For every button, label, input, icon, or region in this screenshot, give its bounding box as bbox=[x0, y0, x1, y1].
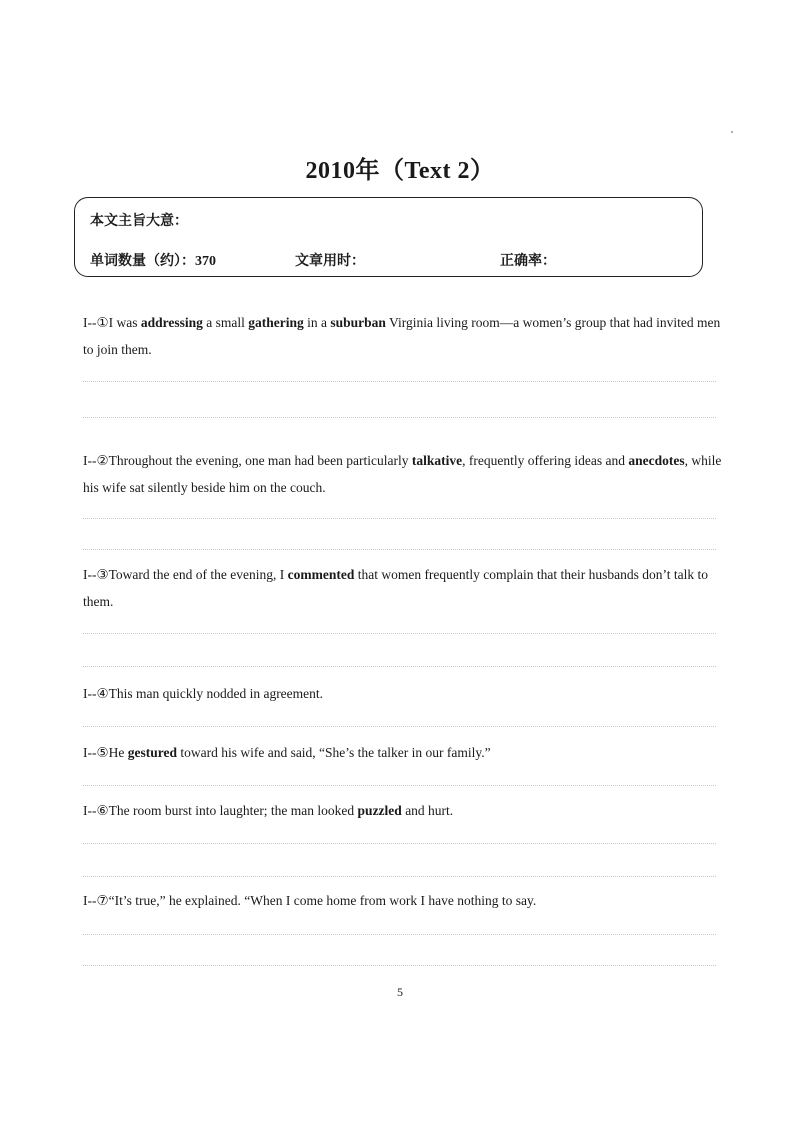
sentence-text: Throughout the evening, one man had been particularly bbox=[108, 453, 412, 468]
sentence-prefix: I--② bbox=[83, 453, 109, 468]
keyword: suburban bbox=[330, 315, 386, 330]
accuracy-label: 正确率： bbox=[500, 254, 556, 269]
page-number: 5 bbox=[397, 985, 403, 999]
answer-line[interactable] bbox=[83, 965, 716, 966]
sentence-prefix: I--⑦ bbox=[83, 893, 109, 908]
sentence-text: and hurt. bbox=[401, 803, 454, 818]
page-title: 2010年（Text 2） bbox=[305, 158, 495, 184]
sentence-text: I was bbox=[108, 315, 141, 330]
sentence-text: Toward the end of the evening, I bbox=[108, 567, 288, 582]
sentence-text: He bbox=[108, 745, 128, 760]
keyword: addressing bbox=[140, 315, 203, 330]
answer-line[interactable] bbox=[83, 726, 716, 727]
answer-line[interactable] bbox=[83, 381, 716, 382]
sentence-prefix: I--⑥ bbox=[83, 803, 109, 818]
answer-line[interactable] bbox=[83, 666, 716, 667]
keyword: gestured bbox=[127, 745, 177, 760]
sentence-text: in a bbox=[303, 315, 331, 330]
sentence-5 bbox=[83, 739, 723, 766]
sentence-prefix: I--⑤ bbox=[83, 745, 109, 760]
main-idea-label: 本文主旨大意： bbox=[90, 214, 188, 229]
sentence-4 bbox=[83, 680, 723, 707]
sentence-text: toward his wife and said, “She’s the talker in our family.” bbox=[176, 745, 491, 760]
answer-line[interactable] bbox=[83, 934, 716, 935]
sentence-2 bbox=[83, 447, 723, 501]
sentence-text: that women frequently complain that their husbands don’t talk to them. bbox=[83, 567, 709, 609]
sentence-text: a small bbox=[202, 315, 249, 330]
sentence-prefix: I--① bbox=[83, 315, 109, 330]
sentence-prefix: I--③ bbox=[83, 567, 109, 582]
sentence-6 bbox=[83, 797, 723, 824]
answer-line[interactable] bbox=[83, 843, 716, 844]
answer-line[interactable] bbox=[83, 549, 716, 550]
answer-line[interactable] bbox=[83, 785, 716, 786]
sentence-text: , frequently offering ideas and bbox=[462, 453, 629, 468]
sentence-text: The room burst into laughter; the man looked bbox=[108, 803, 358, 818]
keyword: puzzled bbox=[357, 803, 402, 818]
sentence-text: “It’s true,” he explained. “When I come home from work I have nothing to say. bbox=[108, 893, 537, 908]
keyword: talkative bbox=[411, 453, 463, 468]
word-count-label-text: 单词数量（约）： bbox=[90, 254, 195, 269]
answer-line[interactable] bbox=[83, 633, 716, 634]
keyword: anecdotes bbox=[628, 453, 685, 468]
sentence-prefix: I--④ bbox=[83, 686, 109, 701]
keyword: commented bbox=[287, 567, 355, 582]
sentence-text: This man quickly nodded in agreement. bbox=[108, 686, 324, 701]
sentence-3 bbox=[83, 561, 723, 615]
sentence-7 bbox=[83, 887, 723, 914]
sentence-1 bbox=[83, 309, 723, 363]
answer-line[interactable] bbox=[83, 518, 716, 519]
info-box bbox=[74, 197, 703, 277]
answer-line[interactable] bbox=[83, 417, 716, 418]
word-count-value: 370 bbox=[195, 254, 216, 269]
keyword: gathering bbox=[248, 315, 304, 330]
answer-line[interactable] bbox=[83, 876, 716, 877]
time-label: 文章用时： bbox=[295, 254, 365, 269]
word-count-label bbox=[90, 250, 216, 270]
sentence-text: , while his wife sat silently beside him on the couch. bbox=[83, 453, 722, 495]
sentence-text: Virginia living room—a women’s group that had invited men to join them. bbox=[83, 315, 721, 357]
corner-mark bbox=[731, 131, 733, 133]
